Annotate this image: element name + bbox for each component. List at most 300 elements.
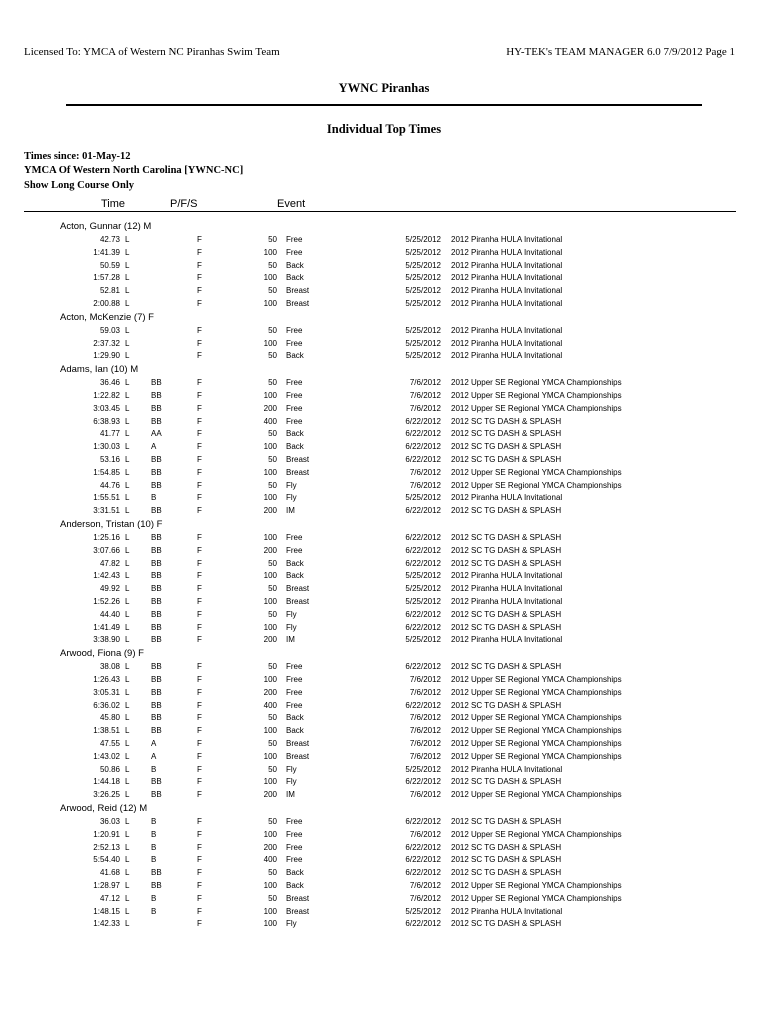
cell-stroke: Back [286,273,304,283]
swimmer-name: Adams, Ian (10) M [60,364,139,376]
cell-date: 7/6/2012 [409,378,441,388]
cell-standard: BB [151,506,162,516]
cell-time: 50.86 [99,764,120,774]
cell-date: 7/6/2012 [409,403,441,413]
cell-stroke: Free [286,829,303,839]
cell-course: L [125,378,130,388]
cell-stroke: Free [286,247,303,257]
cell-standard: B [151,816,157,826]
swimmer-block [0,311,768,363]
cell-standard: BB [151,609,162,619]
cell-course: L [125,480,130,490]
cell-course: L [125,298,130,308]
cell-time: 1:30.03 [93,442,120,452]
cell-stroke: Back [286,571,304,581]
cell-date: 6/22/2012 [405,622,441,632]
cell-meet: 2012 SC TG DASH & SPLASH [451,855,562,865]
cell-meet: 2012 SC TG DASH & SPLASH [451,622,562,632]
cell-time: 1:38.51 [93,726,120,736]
cell-time: 41.77 [99,429,120,439]
cell-meet: 2012 Upper SE Regional YMCA Championships [451,829,622,839]
cell-distance: 50 [268,286,277,296]
times-since: Times since: 01-May-12 [24,151,131,162]
cell-distance: 400 [263,700,277,710]
cell-stroke: Back [286,351,304,361]
cell-meet: 2012 Piranha HULA Invitational [451,338,563,348]
cell-stroke: Back [286,868,304,878]
cell-meet: 2012 SC TG DASH & SPLASH [451,416,562,426]
swimmer-block [0,647,768,802]
cell-date: 5/25/2012 [405,325,441,335]
cell-standard: BB [151,790,162,800]
cell-pfs: F [197,247,202,257]
cell-distance: 100 [263,596,277,606]
cell-course: L [125,738,130,748]
cell-date: 5/25/2012 [405,635,441,645]
cell-time: 3:26.25 [93,790,120,800]
cell-stroke: Fly [286,493,297,503]
cell-date: 6/22/2012 [405,506,441,516]
cell-standard: BB [151,416,162,426]
cell-standard: BB [151,868,162,878]
cell-time: 1:43.02 [93,751,120,761]
cell-meet: 2012 Upper SE Regional YMCA Championships [451,378,622,388]
cell-distance: 200 [263,635,277,645]
cell-time: 47.82 [99,558,120,568]
cell-stroke: Free [286,325,303,335]
cell-stroke: Fly [286,919,297,929]
cell-date: 6/22/2012 [405,777,441,787]
cell-course: L [125,442,130,452]
cell-meet: 2012 SC TG DASH & SPLASH [451,816,562,826]
cell-stroke: Free [286,403,303,413]
cell-time: 49.92 [99,584,120,594]
cell-meet: 2012 SC TG DASH & SPLASH [451,700,562,710]
cell-pfs: F [197,738,202,748]
cell-date: 5/25/2012 [405,235,441,244]
cell-meet: 2012 SC TG DASH & SPLASH [451,842,562,852]
cell-standard: BB [151,584,162,594]
cell-course: L [125,855,130,865]
cell-distance: 200 [263,403,277,413]
table-row [0,428,768,441]
cell-standard: A [151,738,157,748]
table-row [0,776,768,789]
swimmer-name: Arwood, Fiona (9) F [60,648,144,660]
cell-meet: 2012 Piranha HULA Invitational [451,764,563,774]
swimmer-name: Acton, McKenzie (7) F [60,311,154,323]
cell-time: 53.16 [99,454,120,464]
cell-time: 1:48.15 [93,906,120,916]
cell-distance: 200 [263,790,277,800]
cell-pfs: F [197,726,202,736]
cell-stroke: Fly [286,764,297,774]
swimmer-block [0,518,768,647]
cell-meet: 2012 Piranha HULA Invitational [451,493,563,503]
table-row [0,545,768,558]
cell-pfs: F [197,480,202,490]
cell-meet: 2012 Upper SE Regional YMCA Championships [451,751,622,761]
cell-time: 36.46 [99,378,120,388]
cell-stroke: Free [286,662,303,672]
table-row [0,492,768,505]
cell-pfs: F [197,906,202,916]
cell-date: 6/22/2012 [405,842,441,852]
cell-date: 6/22/2012 [405,868,441,878]
cell-pfs: F [197,893,202,903]
cell-standard: B [151,842,157,852]
table-row [0,687,768,700]
table-row [0,596,768,609]
cell-date: 7/6/2012 [409,738,441,748]
cell-time: 50.59 [99,260,120,270]
cell-course: L [125,506,130,516]
cell-meet: 2012 SC TG DASH & SPLASH [451,442,562,452]
cell-distance: 100 [263,906,277,916]
cell-stroke: Breast [286,454,310,464]
cell-meet: 2012 Upper SE Regional YMCA Championships [451,467,622,477]
cell-distance: 50 [268,868,277,878]
cell-pfs: F [197,868,202,878]
cell-date: 5/25/2012 [405,298,441,308]
cell-meet: 2012 SC TG DASH & SPLASH [451,429,562,439]
cell-date: 5/25/2012 [405,286,441,296]
cell-distance: 200 [263,842,277,852]
cell-time: 44.76 [99,480,120,490]
cell-course: L [125,454,130,464]
cell-pfs: F [197,351,202,361]
cell-time: 6:38.93 [93,416,120,426]
cell-meet: 2012 Upper SE Regional YMCA Championships [451,674,622,684]
cell-distance: 100 [263,571,277,581]
cell-date: 6/22/2012 [405,662,441,672]
table-row [0,247,768,260]
cell-date: 7/6/2012 [409,880,441,890]
cell-distance: 100 [263,338,277,348]
cell-distance: 100 [263,880,277,890]
course-filter: Show Long Course Only [24,180,134,191]
cell-time: 1:22.82 [93,390,120,400]
table-row [0,403,768,416]
cell-distance: 50 [268,584,277,594]
cell-standard: BB [151,635,162,645]
cell-course: L [125,273,130,283]
cell-stroke: Breast [286,906,310,916]
table-row [0,842,768,855]
cell-course: L [125,325,130,335]
cell-course: L [125,545,130,555]
table-row [0,558,768,571]
cell-pfs: F [197,777,202,787]
cell-pfs: F [197,235,202,244]
cell-pfs: F [197,855,202,865]
cell-pfs: F [197,532,202,542]
cell-distance: 100 [263,777,277,787]
cell-distance: 50 [268,260,277,270]
cell-course: L [125,338,130,348]
table-row [0,751,768,764]
cell-time: 44.40 [99,609,120,619]
cell-time: 1:42.33 [93,919,120,929]
cell-distance: 50 [268,429,277,439]
column-header-pfs: P/F/S [170,198,198,210]
cell-stroke: IM [286,635,295,645]
cell-meet: 2012 Upper SE Regional YMCA Championships [451,390,622,400]
cell-pfs: F [197,571,202,581]
cell-pfs: F [197,545,202,555]
cell-distance: 100 [263,247,277,257]
cell-standard: B [151,855,157,865]
cell-course: L [125,868,130,878]
cell-stroke: Breast [286,751,310,761]
cell-standard: BB [151,674,162,684]
cell-distance: 50 [268,662,277,672]
cell-meet: 2012 SC TG DASH & SPLASH [451,919,562,929]
cell-course: L [125,622,130,632]
cell-time: 41.68 [99,868,120,878]
cell-meet: 2012 Upper SE Regional YMCA Championships [451,790,622,800]
cell-date: 5/25/2012 [405,260,441,270]
cell-distance: 50 [268,480,277,490]
cell-meet: 2012 SC TG DASH & SPLASH [451,558,562,568]
cell-date: 7/6/2012 [409,480,441,490]
cell-stroke: Breast [286,738,310,748]
cell-time: 1:41.49 [93,622,120,632]
cell-stroke: Free [286,532,303,542]
cell-date: 7/6/2012 [409,713,441,723]
cell-time: 3:31.51 [93,506,120,516]
cell-stroke: Back [286,880,304,890]
cell-standard: BB [151,558,162,568]
cell-meet: 2012 Upper SE Regional YMCA Championships [451,726,622,736]
cell-stroke: Fly [286,609,297,619]
cell-pfs: F [197,584,202,594]
cell-standard: BB [151,378,162,388]
cell-meet: 2012 Upper SE Regional YMCA Championships [451,738,622,748]
cell-stroke: Fly [286,777,297,787]
cell-standard: BB [151,662,162,672]
cell-course: L [125,247,130,257]
table-row [0,634,768,647]
cell-standard: BB [151,480,162,490]
cell-distance: 50 [268,325,277,335]
cell-date: 5/25/2012 [405,247,441,257]
cell-meet: 2012 Upper SE Regional YMCA Championships [451,480,622,490]
table-row [0,377,768,390]
cell-course: L [125,893,130,903]
cell-stroke: Fly [286,622,297,632]
cell-distance: 100 [263,674,277,684]
cell-time: 3:05.31 [93,687,120,697]
cell-pfs: F [197,790,202,800]
cell-distance: 50 [268,235,277,244]
table-row [0,570,768,583]
cell-distance: 50 [268,713,277,723]
cell-standard: BB [151,532,162,542]
cell-date: 7/6/2012 [409,790,441,800]
cell-course: L [125,235,130,244]
cell-date: 5/25/2012 [405,351,441,361]
cell-pfs: F [197,919,202,929]
cell-pfs: F [197,506,202,516]
cell-distance: 100 [263,467,277,477]
cell-course: L [125,764,130,774]
cell-course: L [125,429,130,439]
cell-meet: 2012 Piranha HULA Invitational [451,235,563,244]
table-row [0,285,768,298]
cell-pfs: F [197,325,202,335]
cell-time: 2:52.13 [93,842,120,852]
cell-course: L [125,790,130,800]
cell-meet: 2012 SC TG DASH & SPLASH [451,609,562,619]
cell-course: L [125,751,130,761]
cell-course: L [125,726,130,736]
results-list [0,220,768,931]
cell-time: 1:25.16 [93,532,120,542]
table-row [0,893,768,906]
cell-standard: BB [151,454,162,464]
cell-course: L [125,700,130,710]
cell-date: 6/22/2012 [405,700,441,710]
cell-distance: 50 [268,893,277,903]
table-row [0,480,768,493]
cell-pfs: F [197,558,202,568]
table-row [0,738,768,751]
cell-pfs: F [197,609,202,619]
cell-date: 7/6/2012 [409,751,441,761]
cell-stroke: Breast [286,298,310,308]
cell-meet: 2012 Upper SE Regional YMCA Championships [451,403,622,413]
cell-meet: 2012 Piranha HULA Invitational [451,596,563,606]
cell-time: 2:37.32 [93,338,120,348]
cell-course: L [125,351,130,361]
cell-stroke: Free [286,855,303,865]
team-filter: YMCA Of Western North Carolina [YWNC-NC] [24,165,244,176]
cell-distance: 50 [268,738,277,748]
table-row [0,880,768,893]
license-text: Licensed To: YMCA of Western NC Piranhas Swim Team [24,46,280,58]
table-row [0,661,768,674]
cell-pfs: F [197,687,202,697]
cell-meet: 2012 Piranha HULA Invitational [451,260,563,270]
swimmer-block [0,802,768,931]
cell-stroke: Breast [286,596,310,606]
cell-time: 1:54.85 [93,467,120,477]
cell-time: 3:38.90 [93,635,120,645]
cell-pfs: F [197,286,202,296]
cell-distance: 100 [263,751,277,761]
cell-distance: 100 [263,298,277,308]
cell-course: L [125,919,130,929]
cell-meet: 2012 SC TG DASH & SPLASH [451,506,562,516]
cell-course: L [125,403,130,413]
cell-pfs: F [197,493,202,503]
cell-course: L [125,390,130,400]
cell-stroke: Free [286,545,303,555]
cell-pfs: F [197,378,202,388]
cell-standard: BB [151,390,162,400]
swimmer-block [0,220,768,311]
table-row [0,454,768,467]
cell-date: 6/22/2012 [405,532,441,542]
cell-meet: 2012 Piranha HULA Invitational [451,286,563,296]
cell-time: 38.08 [99,662,120,672]
cell-standard: BB [151,571,162,581]
table-row [0,609,768,622]
table-row [0,725,768,738]
table-row [0,441,768,454]
cell-course: L [125,260,130,270]
cell-date: 6/22/2012 [405,919,441,929]
cell-meet: 2012 SC TG DASH & SPLASH [451,662,562,672]
cell-time: 36.03 [99,816,120,826]
cell-pfs: F [197,467,202,477]
cell-pfs: F [197,662,202,672]
cell-date: 5/25/2012 [405,596,441,606]
cell-time: 45.80 [99,713,120,723]
cell-distance: 50 [268,816,277,826]
cell-distance: 100 [263,829,277,839]
cell-stroke: Free [286,416,303,426]
cell-time: 1:28.97 [93,880,120,890]
cell-standard: B [151,893,157,903]
cell-meet: 2012 SC TG DASH & SPLASH [451,532,562,542]
cell-date: 6/22/2012 [405,429,441,439]
cell-standard: BB [151,726,162,736]
cell-stroke: Back [286,558,304,568]
cell-distance: 100 [263,390,277,400]
table-row [0,467,768,480]
cell-course: L [125,609,130,619]
cell-pfs: F [197,429,202,439]
cell-course: L [125,558,130,568]
cell-time: 47.12 [99,893,120,903]
header-divider [24,211,736,212]
cell-distance: 100 [263,919,277,929]
cell-course: L [125,493,130,503]
column-header-time: Time [101,198,126,210]
cell-course: L [125,777,130,787]
cell-time: 5:54.40 [93,855,120,865]
swimmer-block [0,363,768,518]
cell-stroke: IM [286,506,295,516]
cell-stroke: Back [286,260,304,270]
cell-time: 1:41.39 [93,247,120,257]
cell-time: 52.81 [99,286,120,296]
cell-stroke: Breast [286,893,310,903]
cell-course: L [125,571,130,581]
cell-pfs: F [197,454,202,464]
cell-pfs: F [197,416,202,426]
cell-time: 1:26.43 [93,674,120,684]
table-row [0,712,768,725]
table-row [0,532,768,545]
cell-course: L [125,467,130,477]
cell-date: 5/25/2012 [405,906,441,916]
cell-pfs: F [197,403,202,413]
cell-time: 2:00.88 [93,298,120,308]
cell-stroke: Breast [286,286,310,296]
cell-stroke: Free [286,674,303,684]
cell-distance: 50 [268,378,277,388]
cell-date: 7/6/2012 [409,687,441,697]
cell-standard: BB [151,545,162,555]
cell-course: L [125,532,130,542]
table-row [0,298,768,311]
cell-time: 1:42.43 [93,571,120,581]
cell-standard: AA [151,429,162,439]
cell-stroke: Back [286,442,304,452]
